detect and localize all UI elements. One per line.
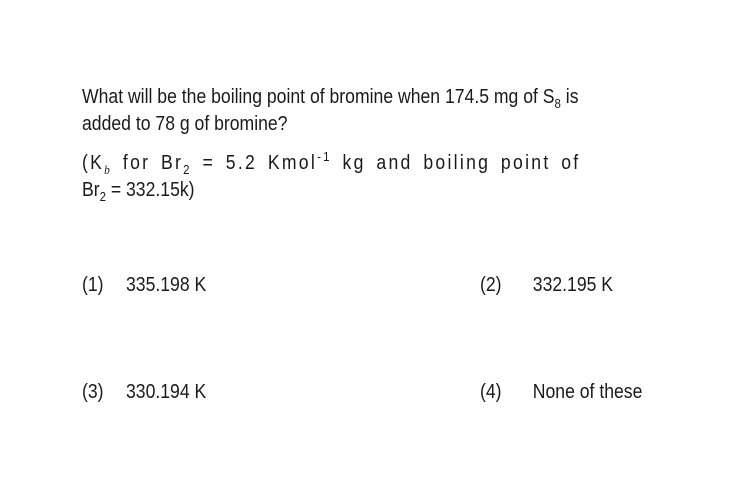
option-3[interactable] <box>82 380 206 404</box>
given-conditions <box>82 150 682 204</box>
kb-symbol: (K <box>82 152 105 174</box>
bromine-subscript-2: 2 <box>99 189 106 204</box>
condition-rest-text: kg and boiling point of <box>331 152 581 174</box>
boiling-point-value: = 332.15k) <box>105 179 195 201</box>
option-4[interactable] <box>480 380 642 404</box>
sulfur-subscript: 8 <box>554 96 561 111</box>
option-4-text: None of these <box>532 381 643 403</box>
option-2-text: 332.195 K <box>532 274 614 296</box>
bromine-subscript: 2 <box>183 162 192 177</box>
option-2-number: (2) <box>480 274 502 296</box>
condition-line-2 <box>82 177 682 204</box>
option-1-number: (1) <box>82 274 104 296</box>
kb-subscript: b <box>104 162 113 177</box>
question-line-1-text: What will be the boiling point of bromine when 174.5 mg of S <box>82 86 555 108</box>
option-1[interactable] <box>82 273 206 297</box>
question-line-1-end: is <box>560 86 579 108</box>
bromine-symbol: Br <box>82 179 100 201</box>
question-line-1 <box>82 84 682 111</box>
kb-value-text: = 5.2 Kmol <box>191 152 318 174</box>
option-2[interactable] <box>480 273 613 297</box>
question-line-2: added to 78 g of bromine? <box>82 113 288 135</box>
option-1-text: 335.198 K <box>126 274 207 296</box>
kmol-exponent: -1 <box>317 149 332 164</box>
option-3-number: (3) <box>82 381 104 403</box>
option-4-number: (4) <box>480 381 502 403</box>
question-text <box>82 84 682 138</box>
for-bromine-text: for Br <box>112 152 184 174</box>
option-3-text: 330.194 K <box>126 381 207 403</box>
condition-line-1 <box>82 150 682 177</box>
